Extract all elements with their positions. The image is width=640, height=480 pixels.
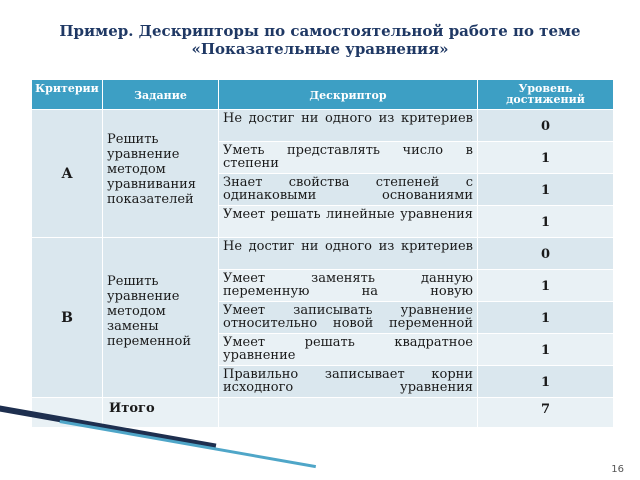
total-label: Итого: [103, 398, 219, 428]
level-cell: 1: [478, 206, 614, 238]
level-cell: 1: [478, 334, 614, 366]
criterion-b: B: [32, 238, 103, 398]
descriptor-cell: Знает свойства степеней с одинаковыми основаниями: [219, 174, 478, 206]
descriptor-cell: Уметь представлять число в степени: [219, 142, 478, 174]
level-cell: 1: [478, 174, 614, 206]
descriptor-cell: Правильно записывает корни исходного уравнения: [219, 366, 478, 398]
total-empty-cell: [219, 398, 478, 428]
level-cell: 1: [478, 270, 614, 302]
level-cell: 0: [478, 110, 614, 142]
criterion-a: A: [32, 110, 103, 238]
descriptor-cell: Умеет записывать уравнение относительно новой переменной: [219, 302, 478, 334]
header-task: Задание: [103, 80, 219, 110]
descriptor-cell: Умеет решать квадратное уравнение: [219, 334, 478, 366]
descriptor-cell: Не достиг ни одного из критериев: [219, 238, 478, 270]
slide-title: Пример. Дескрипторы по самостоятельной работе по теме «Показательные уравнения»: [59, 22, 581, 58]
level-cell: 0: [478, 238, 614, 270]
header-descriptor: Дескриптор: [219, 80, 478, 110]
level-cell: 1: [478, 142, 614, 174]
level-cell: 1: [478, 302, 614, 334]
total-value: 7: [478, 398, 614, 428]
level-cell: 1: [478, 366, 614, 398]
page-number: 16: [611, 464, 624, 475]
descriptor-table: [31, 79, 614, 428]
header-criteria: Критерии: [32, 80, 103, 110]
header-level: Уровень достижений: [478, 80, 614, 110]
descriptor-cell: Умеет заменять данную переменную на новую: [219, 270, 478, 302]
task-a: Решить уравнение методом уравнивания показателей: [103, 110, 219, 238]
descriptor-cell: Не достиг ни одного из критериев: [219, 110, 478, 142]
task-b: Решить уравнение методом замены переменной: [103, 238, 219, 398]
descriptor-cell: Умеет решать линейные уравнения: [219, 206, 478, 238]
